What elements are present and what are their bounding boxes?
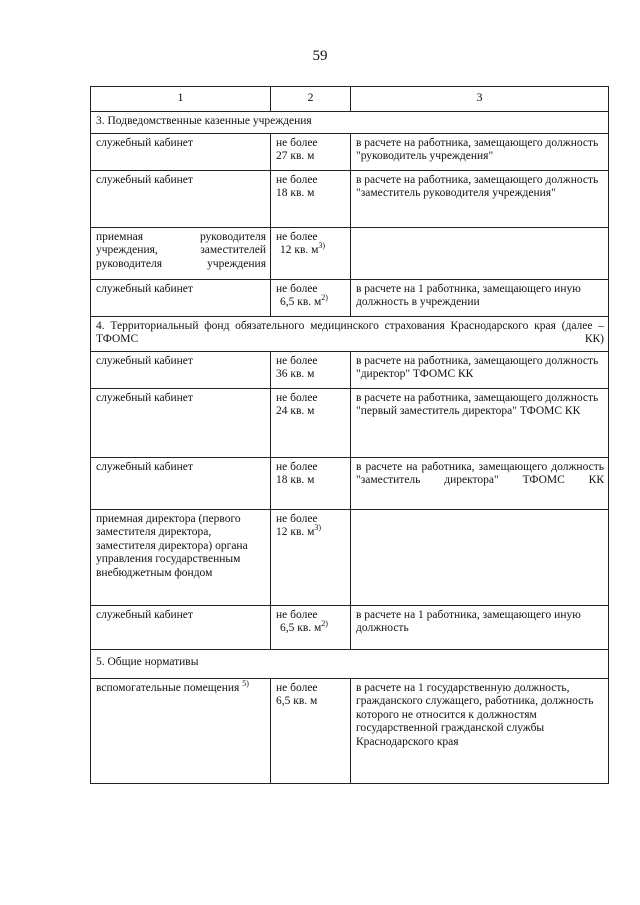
table-row [91,133,609,170]
premise-cell: служебный кабинет [91,133,271,170]
condition-cell: в расчете на 1 работника, замещающего иную должность в учреждении [351,279,609,316]
norm-cell: не более 6,5 кв. $м^{2)}$ [271,605,351,649]
section-row [91,112,609,134]
premise-cell: служебный кабинет [91,388,271,457]
condition-cell: в расчете на 1 государственную должность, гражданского служащего, работника, должность которого не относится к должностям государственной гражданской службы Краснодарского края [351,678,609,783]
premise-cell: служебный кабинет [91,170,271,227]
premise-cell: приемная директора (первого заместителя директора, заместителя директора) органа управления государственным внебюджетным фондом [91,509,271,605]
norm-cell: не более 6,5 кв. м [271,678,351,783]
footnote-mark: 3) [314,523,322,533]
table-row [91,170,609,227]
condition-cell: в расчете на работника, замещающего должность "руководитель учреждения" [351,133,609,170]
column-header-2: 2 [271,87,351,112]
section-title: 4. Территориальный фонд обязательного медицинского страхования Краснодарского края (далее – ТФОМС КК) [91,316,609,351]
premise-cell: служебный кабинет [91,605,271,649]
norms-table [90,86,609,784]
condition-cell [351,509,609,605]
condition-cell: в расчете на работника, замещающего должность "заместитель директора" ТФОМС КК [351,457,609,509]
table-row [91,457,609,509]
condition-cell: в расчете на 1 работника, замещающего иную должность [351,605,609,649]
condition-cell: в расчете на работника, замещающего должность "заместитель руководителя учреждения" [351,170,609,227]
section-row [91,649,609,678]
page-number: 59 [312,48,328,64]
premise-cell: приемная руководителя учреждения, заместителей руководителя учреждения [91,227,271,279]
norm-cell: не более 12 кв. $м^{3)}$ [271,227,351,279]
table-row [91,388,609,457]
norm-cell: не более 36 кв. м [271,351,351,388]
table-row [91,279,609,316]
table-row [91,605,609,649]
norm-cell: не более 27 кв. м [271,133,351,170]
table-row [91,227,609,279]
section-title: 3. Подведомственные казенные учреждения [91,112,609,134]
table-row [91,509,609,605]
table-row [91,351,609,388]
norm-cell: не более 12 кв. $м^{3)}$ [271,509,351,605]
premise-cell: служебный кабинет [91,457,271,509]
column-header-3: 3 [351,87,609,112]
condition-cell [351,227,609,279]
norm-cell: не более 18 кв. м [271,457,351,509]
footnote-mark: 2) [321,619,328,629]
norm-cell: не более 18 кв. м [271,170,351,227]
footnote-mark: 5) [242,678,249,688]
table-row [91,678,609,783]
norm-cell: не более 6,5 кв. $м^{2)}$ [271,279,351,316]
condition-cell: в расчете на работника, замещающего должность "директор" ТФОМС КК [351,351,609,388]
header-row [91,87,609,112]
premise-cell: вспомогательные помещения $^{5)}$ [91,678,271,783]
section-title: 5. Общие нормативы [91,649,609,678]
section-row [91,316,609,351]
footnote-mark: 3) [318,241,326,251]
premise-cell: служебный кабинет [91,279,271,316]
premise-cell: служебный кабинет [91,351,271,388]
column-header-1: 1 [91,87,271,112]
norm-cell: не более 24 кв. м [271,388,351,457]
footnote-mark: 2) [321,293,328,303]
condition-cell: в расчете на работника, замещающего должность "первый заместитель директора" ТФОМС КК [351,388,609,457]
